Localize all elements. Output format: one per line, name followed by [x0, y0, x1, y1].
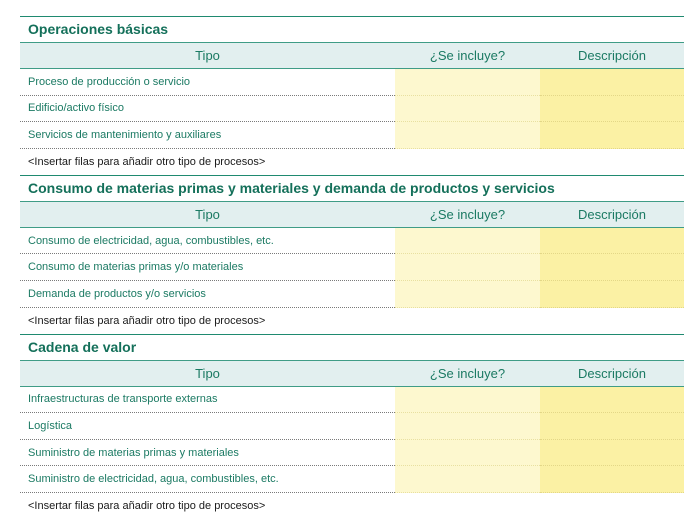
section-cadena-de-valor — [20, 334, 684, 519]
descripcion-cell[interactable] — [540, 96, 684, 123]
header-se-incluye: ¿Se incluye? — [429, 48, 506, 63]
descripcion-cell[interactable] — [540, 254, 684, 281]
se-incluye-cell[interactable] — [395, 440, 540, 467]
row-tipo: Infraestructuras de transporte externas — [20, 387, 395, 414]
insert-rows-note: <Insertar filas para añadir otro tipo de procesos> — [28, 314, 266, 327]
descripcion-cell[interactable] — [540, 281, 684, 308]
header-tipo: Tipo — [195, 206, 220, 222]
descripcion-cell[interactable] — [540, 228, 684, 255]
descripcion-cell[interactable] — [540, 387, 684, 414]
insert-rows-note: <Insertar filas para añadir otro tipo de procesos> — [28, 155, 266, 168]
row-tipo: Logística — [20, 413, 395, 440]
se-incluye-cell[interactable] — [395, 69, 540, 96]
section-operaciones-basicas — [20, 16, 684, 175]
section-title: Consumo de materias primas y materiales y demanda de productos y servicios — [20, 175, 684, 201]
table-header — [20, 360, 684, 387]
header-descripcion: Descripción — [578, 48, 646, 63]
section-title: Operaciones básicas — [20, 16, 684, 42]
header-descripcion: Descripción — [578, 365, 646, 381]
header-se-incluye: ¿Se incluye? — [429, 365, 506, 381]
table-row — [20, 228, 684, 255]
row-tipo: Demanda de productos y/o servicios — [20, 281, 395, 308]
descripcion-cell[interactable] — [540, 466, 684, 493]
se-incluye-cell[interactable] — [395, 413, 540, 440]
se-incluye-cell[interactable] — [395, 122, 540, 149]
table-row — [20, 466, 684, 493]
se-incluye-cell[interactable] — [395, 281, 540, 308]
table-row — [20, 440, 684, 467]
se-incluye-cell[interactable] — [395, 228, 540, 255]
row-tipo: Proceso de producción o servicio — [20, 69, 395, 96]
row-tipo: Suministro de electricidad, agua, combustibles, etc. — [20, 466, 395, 493]
process-table — [20, 16, 684, 519]
table-header — [20, 201, 684, 228]
table-row — [20, 122, 684, 149]
table-row — [20, 69, 684, 96]
header-tipo: Tipo — [195, 365, 220, 381]
descripcion-cell[interactable] — [540, 122, 684, 149]
header-se-incluye: ¿Se incluye? — [429, 206, 506, 222]
table-row — [20, 281, 684, 308]
row-tipo: Consumo de materias primas y/o materiales — [20, 254, 395, 281]
insert-rows-note: <Insertar filas para añadir otro tipo de procesos> — [28, 499, 266, 512]
section-title: Cadena de valor — [20, 334, 684, 360]
se-incluye-cell[interactable] — [395, 96, 540, 123]
descripcion-cell[interactable] — [540, 440, 684, 467]
section-consumo — [20, 175, 684, 334]
descripcion-cell[interactable] — [540, 413, 684, 440]
table-row — [20, 96, 684, 123]
table-row — [20, 387, 684, 414]
table-header — [20, 42, 684, 69]
row-tipo: Edificio/activo físico — [20, 96, 395, 123]
row-tipo: Suministro de materias primas y materiales — [20, 440, 395, 467]
row-tipo: Consumo de electricidad, agua, combustibles, etc. — [20, 228, 395, 255]
header-descripcion: Descripción — [578, 206, 646, 222]
se-incluye-cell[interactable] — [395, 387, 540, 414]
descripcion-cell[interactable] — [540, 69, 684, 96]
table-row — [20, 413, 684, 440]
se-incluye-cell[interactable] — [395, 466, 540, 493]
table-row — [20, 254, 684, 281]
header-tipo: Tipo — [195, 48, 220, 63]
row-tipo: Servicios de mantenimiento y auxiliares — [20, 122, 395, 149]
se-incluye-cell[interactable] — [395, 254, 540, 281]
